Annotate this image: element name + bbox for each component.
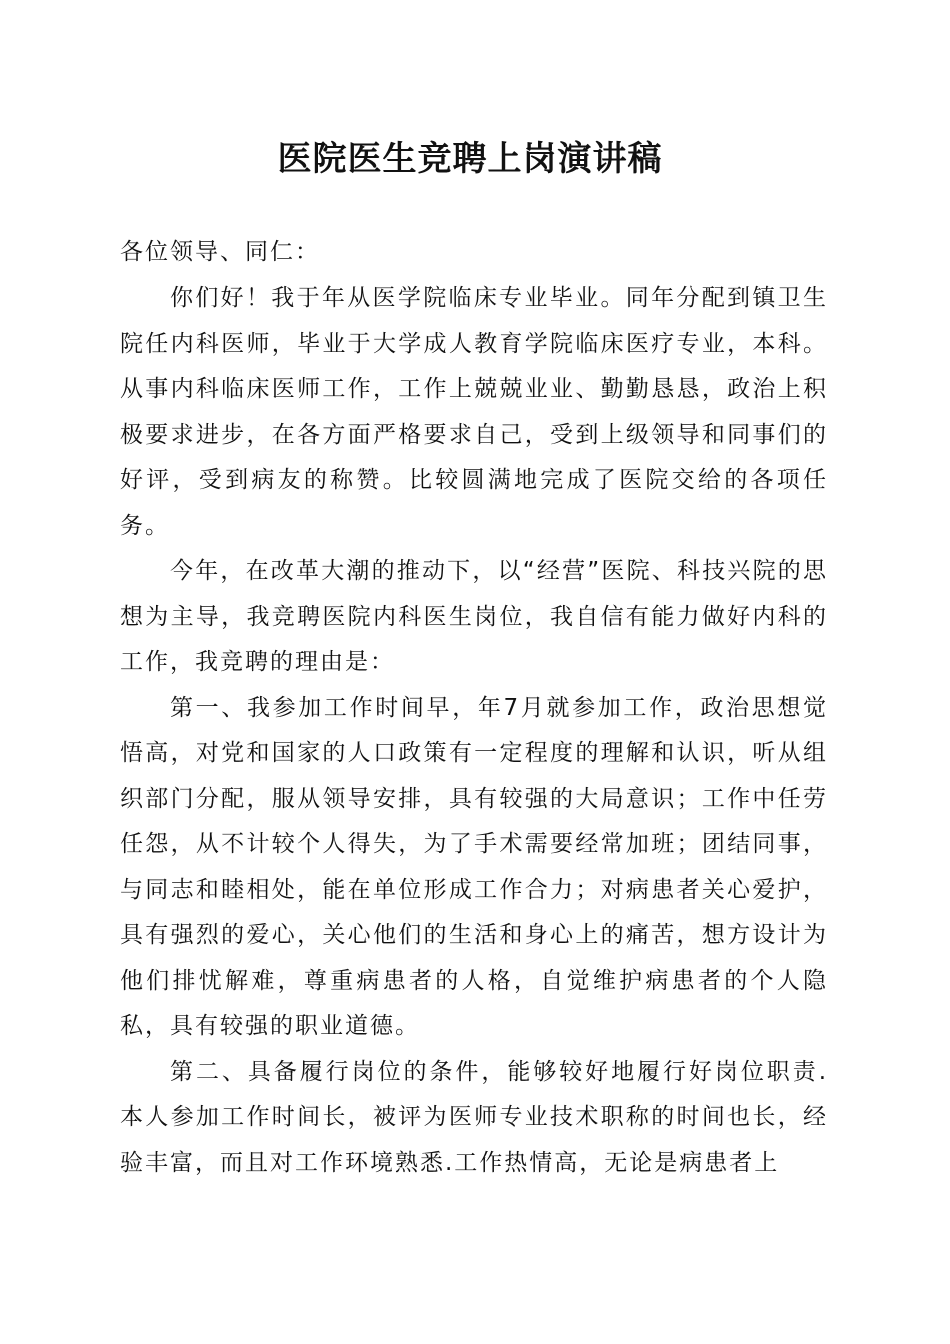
paragraph-reason-two: 第二、具备履行岗位的条件，能够较好地履行好岗位职责.本人参加工作时间长，被评为医师专业技术职称的时间也长，经验丰富，而且对工作环境熟悉.工作热情高，无论是病患者上 (120, 1058, 828, 1176)
salutation: 各位领导、同仁： (120, 239, 320, 265)
paragraph-reason-one: 第一、我参加工作时间早，年7月就参加工作，政治思想觉悟高，对党和国家的人口政策有一定程度的理解和认识，听从组织部门分配，服从领导安排，具有较强的大局意识；工作中任劳任怨，从不计较个人得失，为了手术需要经常加班；团结同事，与同志和睦相处，能在单位形成工作合力；对病患者关心爱护，具有强烈的爱心，关心他们的生活和身心上的痛苦，想方设计为他们排忧解难，尊重病患者的人格，自觉维护病患者的个人隐私，具有较强的职业道德。 (120, 694, 828, 1039)
paragraph-introduction: 你们好！我于年从医学院临床专业毕业。同年分配到镇卫生院任内科医师，毕业于大学成人教育学院临床医疗专业，本科。从事内科临床医师工作，工作上兢兢业业、勤勤恳恳，政治上积极要求进步，在各方面严格要求自己，受到上级领导和同事们的好评，受到病友的称赞。比较圆满地完成了医院交给的各项任务。 (120, 285, 828, 539)
document-title: 医院医生竞聘上岗演讲稿 (277, 139, 663, 179)
document-body (120, 276, 828, 1186)
paragraph-motivation: 今年，在改革大潮的推动下，以“经营”医院、科技兴院的思想为主导，我竞聘医院内科医生岗位，我自信有能力做好内科的工作，我竞聘的理由是： (120, 558, 828, 675)
